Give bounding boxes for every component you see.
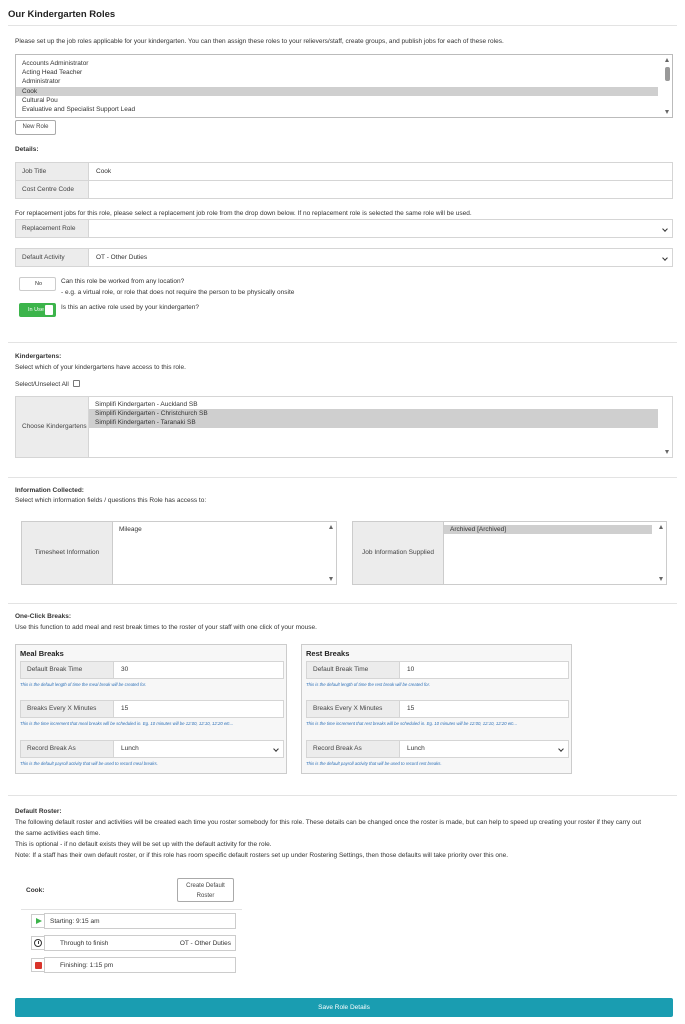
new-role-button[interactable]: New Role bbox=[15, 120, 56, 135]
roles-scrollbar[interactable] bbox=[663, 55, 672, 117]
rest-default-hint: This is the default length of time the rest break will be created for. bbox=[306, 682, 431, 687]
kindergartens-scrollbar[interactable] bbox=[663, 397, 672, 457]
details-heading: Details: bbox=[15, 146, 39, 153]
divider bbox=[8, 477, 677, 478]
job-title-input[interactable]: Cook bbox=[88, 162, 673, 181]
intro-text: Please set up the job roles applicable for your kindergarten. You can then assign these roles to your relievers/staff, create groups, and publish jobs for each of these roles. bbox=[15, 38, 504, 45]
job-info-listbox[interactable] bbox=[443, 521, 667, 585]
role-option[interactable]: Acting Head Teacher bbox=[22, 69, 83, 77]
roster-text-1: The following default roster and activities will be created each time you roster somebody for this role. These details can be changed once the roster is made, but can help to speed up creating your roster if they carry out bbox=[15, 819, 642, 826]
any-location-toggle[interactable] bbox=[19, 277, 56, 291]
stop-icon[interactable] bbox=[31, 958, 45, 972]
roster-through-activity: OT - Other Duties bbox=[179, 940, 231, 947]
meal-breaks-title: Meal Breaks bbox=[20, 649, 64, 658]
roster-text-2: the same activities each time. bbox=[15, 830, 101, 837]
meal-default-row bbox=[20, 661, 284, 679]
chevron-down-icon bbox=[273, 746, 279, 752]
meal-record-label: Record Break As bbox=[20, 740, 113, 758]
create-roster-label-2: Roster bbox=[196, 893, 215, 899]
create-default-roster-button[interactable] bbox=[177, 878, 234, 902]
create-roster-label-1: Create Default bbox=[186, 883, 225, 889]
choose-kindergartens-label: Choose Kindergartens bbox=[15, 396, 88, 458]
cost-centre-label: Cost Centre Code bbox=[15, 180, 88, 199]
kindergartens-heading: Kindergartens: bbox=[15, 353, 62, 360]
meal-record-hint: This is the default payroll activity that will be used to record meal breaks. bbox=[20, 761, 158, 766]
roster-text-4: Note: If a staff has their own default roster, or if this role has room specific default rosters set up under Rostering Settings, then those defaults will take priority over this one. bbox=[15, 852, 509, 859]
role-option[interactable]: Evaluative and Specialist Support Lead bbox=[22, 105, 136, 113]
kindergartens-sub: Select which of your kindergartens have access to this role. bbox=[15, 364, 186, 371]
meal-default-input[interactable]: 30 bbox=[113, 661, 284, 679]
roles-listbox[interactable] bbox=[15, 54, 673, 118]
timesheet-info-option[interactable]: Mileage bbox=[119, 526, 142, 533]
rest-breaks-panel bbox=[301, 644, 572, 774]
role-option[interactable]: Cultural Pou bbox=[22, 96, 58, 104]
scroll-up-icon[interactable] bbox=[665, 58, 669, 62]
rest-every-input[interactable]: 15 bbox=[399, 700, 569, 718]
meal-record-row bbox=[20, 740, 284, 758]
rest-record-value: Lunch bbox=[407, 745, 425, 752]
roster-start-text: Starting: 9:15 am bbox=[50, 918, 100, 925]
roles-list bbox=[16, 55, 672, 114]
breaks-heading: One-Click Breaks: bbox=[15, 613, 71, 620]
scroll-down-icon[interactable] bbox=[665, 450, 669, 454]
meal-default-hint: This is the default length of time the meal break will be created for. bbox=[20, 682, 147, 687]
play-icon[interactable] bbox=[31, 914, 45, 928]
kindergarten-option-selected[interactable]: Simplifi Kindergarten - Taranaki SB bbox=[89, 418, 658, 427]
breaks-sub: Use this function to add meal and rest break times to the roster of your staff with one click of your mouse. bbox=[15, 624, 317, 631]
role-option[interactable]: Accounts Administrator bbox=[22, 60, 89, 67]
divider bbox=[8, 603, 677, 604]
job-info-list bbox=[444, 522, 666, 534]
any-location-sub: - e.g. a virtual role, or role that does not require the person to be physically onsite bbox=[61, 289, 295, 296]
rest-record-hint: This is the default payroll activity that will be used to record rest breaks. bbox=[306, 761, 442, 766]
meal-every-label: Breaks Every X Minutes bbox=[20, 700, 113, 718]
chevron-down-icon bbox=[558, 746, 564, 752]
scroll-down-icon[interactable] bbox=[659, 577, 663, 581]
info-heading: Information Collected: bbox=[15, 487, 84, 494]
page-title: Our Kindergarten Roles bbox=[8, 9, 116, 20]
cost-centre-row bbox=[15, 180, 673, 199]
scroll-down-icon[interactable] bbox=[329, 577, 333, 581]
select-all-label: Select/Unselect All bbox=[15, 381, 69, 388]
meal-record-value: Lunch bbox=[121, 745, 139, 752]
roster-finish-text: Finishing: 1:15 pm bbox=[60, 962, 114, 969]
job-info-scrollbar[interactable] bbox=[657, 522, 666, 584]
rest-record-label: Record Break As bbox=[306, 740, 399, 758]
chevron-down-icon bbox=[662, 255, 668, 261]
any-location-question: Can this role be worked from any location? bbox=[61, 278, 185, 285]
toggle-knob bbox=[45, 305, 53, 315]
meal-every-input[interactable]: 15 bbox=[113, 700, 284, 718]
timesheet-info-list bbox=[113, 522, 336, 534]
toggle-label: No bbox=[34, 281, 42, 287]
job-info-option-selected[interactable]: Archived [Archived] bbox=[444, 525, 652, 534]
replacement-row bbox=[15, 219, 673, 238]
meal-every-row bbox=[20, 700, 284, 718]
timesheet-info-label: Timesheet Information bbox=[21, 521, 112, 585]
rest-every-hint: This is the time increment that rest breaks will be scheduled in. Eg. 10 minutes will be 12:00, 12:10, 12:20 etc... bbox=[306, 721, 518, 726]
kindergarten-option[interactable]: Simplifi Kindergarten - Auckland SB bbox=[95, 401, 198, 408]
roster-role-name: Cook: bbox=[26, 887, 45, 894]
rest-default-input[interactable]: 10 bbox=[399, 661, 569, 679]
job-title-label: Job Title bbox=[15, 162, 88, 181]
divider bbox=[8, 795, 677, 796]
divider bbox=[8, 342, 677, 343]
chevron-down-icon bbox=[662, 226, 668, 232]
active-role-toggle[interactable] bbox=[19, 303, 56, 317]
rest-every-label: Breaks Every X Minutes bbox=[306, 700, 399, 718]
roster-through-step[interactable] bbox=[44, 935, 236, 951]
meal-record-select[interactable] bbox=[113, 740, 284, 758]
role-option-selected[interactable]: Cook bbox=[16, 87, 658, 96]
meal-breaks-panel bbox=[15, 644, 287, 774]
rest-record-row bbox=[306, 740, 569, 758]
job-title-row bbox=[15, 162, 673, 181]
info-sub: Select which information fields / questions this Role has access to: bbox=[15, 497, 207, 504]
meal-every-hint: This is the time increment that meal breaks will be scheduled in. Eg. 10 minutes will be 12:00, 12:10, 12:20 etc... bbox=[20, 721, 234, 726]
kindergarten-option-selected[interactable]: Simplifi Kindergarten - Christchurch SB bbox=[89, 409, 658, 418]
clock-icon bbox=[31, 936, 45, 950]
scroll-down-icon[interactable] bbox=[665, 110, 669, 114]
rest-every-row bbox=[306, 700, 569, 718]
job-info-label: Job Information Supplied bbox=[352, 521, 443, 585]
roster-text-3: This is optional - if no default exists they will be set up with the default activity for the role. bbox=[15, 841, 272, 848]
divider bbox=[8, 25, 677, 26]
save-role-details-button[interactable]: Save Role Details bbox=[15, 998, 673, 1017]
replacement-note: For replacement jobs for this role, please select a replacement job role from the drop down below. If no replacement role is selected the same role will be used. bbox=[15, 210, 472, 217]
roster-finish-step[interactable] bbox=[44, 957, 236, 973]
cost-centre-input[interactable] bbox=[88, 180, 673, 199]
select-all-checkbox[interactable] bbox=[73, 380, 80, 387]
replacement-select[interactable] bbox=[88, 219, 673, 238]
roster-through-text: Through to finish bbox=[60, 940, 109, 947]
active-role-question: Is this an active role used by your kindergarten? bbox=[61, 304, 200, 311]
toggle-label: In Use bbox=[28, 307, 44, 313]
activity-select[interactable] bbox=[88, 248, 673, 267]
rest-default-row bbox=[306, 661, 569, 679]
scroll-up-icon[interactable] bbox=[659, 525, 663, 529]
replacement-label: Replacement Role bbox=[15, 219, 88, 238]
role-option[interactable]: Administrator bbox=[22, 78, 61, 86]
rest-default-label: Default Break Time bbox=[306, 661, 399, 679]
activity-value: OT - Other Duties bbox=[96, 254, 148, 261]
divider bbox=[21, 909, 242, 910]
timesheet-scrollbar[interactable] bbox=[327, 522, 336, 584]
roster-heading: Default Roster: bbox=[15, 808, 62, 815]
timesheet-info-listbox[interactable] bbox=[112, 521, 337, 585]
activity-label: Default Activity bbox=[15, 248, 88, 267]
kindergartens-listbox[interactable] bbox=[88, 396, 673, 458]
scroll-thumb[interactable] bbox=[665, 67, 670, 81]
roster-start-step[interactable] bbox=[44, 913, 236, 929]
kindergartens-list bbox=[89, 397, 672, 428]
rest-breaks-title: Rest Breaks bbox=[306, 649, 350, 658]
rest-record-select[interactable] bbox=[399, 740, 569, 758]
meal-default-label: Default Break Time bbox=[20, 661, 113, 679]
scroll-up-icon[interactable] bbox=[329, 525, 333, 529]
activity-row bbox=[15, 248, 673, 267]
